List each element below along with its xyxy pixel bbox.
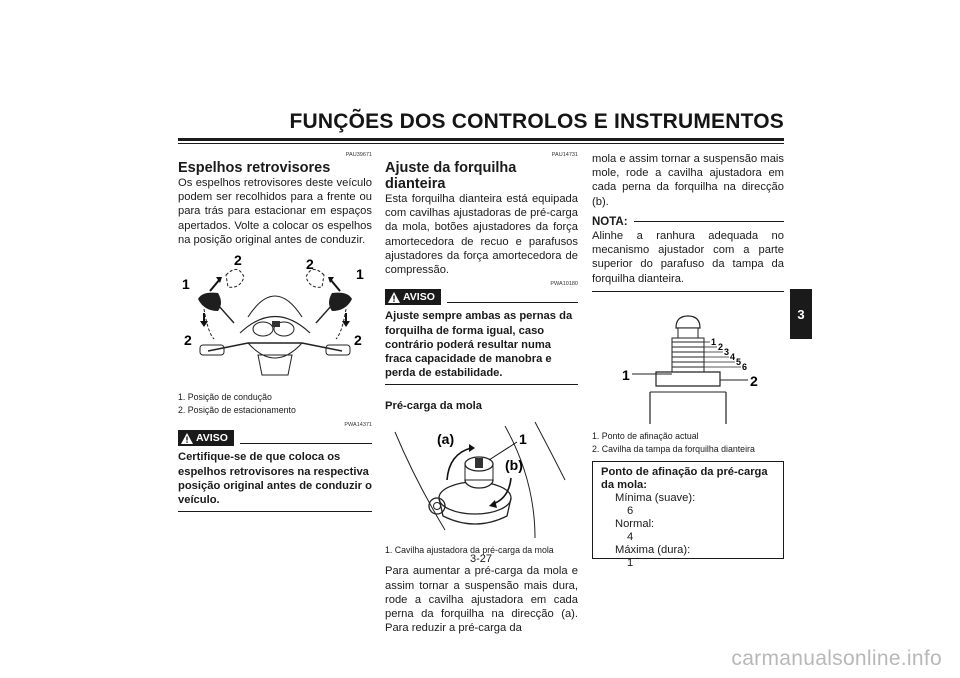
cap-callout-2: 2: [750, 372, 758, 389]
mirror-callout-1-left: 1: [182, 276, 190, 293]
warning-triangle-icon: [388, 292, 400, 303]
scale-mark-5: 5: [736, 356, 742, 367]
cap-caption-2: 2. Cavilha da tampa da forquilha dianteira: [592, 443, 755, 454]
warning-label: AVISO: [196, 432, 228, 445]
fork-cap-illustration: [592, 298, 784, 424]
warning-code: PWA10180: [550, 281, 578, 288]
preload-callout-b: (b): [505, 456, 523, 473]
right-column: [592, 152, 784, 570]
warning-header: [178, 430, 372, 446]
page-number: 3-27: [469, 553, 493, 565]
preload-body-continued: mola e assim tornar a suspensão mais mole, rode a cavilha ajustadora em cada perna da forquilha na direcção (b).: [592, 153, 784, 208]
scale-mark-3: 3: [724, 346, 730, 357]
spec-box: [592, 461, 784, 570]
note-end-rule: [592, 291, 784, 292]
preload-callout-a: (a): [437, 430, 455, 447]
section-code: PAU39671: [345, 152, 372, 158]
warning-badge: [178, 430, 234, 446]
preload-callout-1: 1: [519, 430, 527, 447]
warning-text: Certifique-se de que coloca os espelhos retrovisores na respectiva posição original antes de conduzir o veículo.: [178, 450, 372, 512]
spec-value-min: 6: [627, 505, 634, 518]
warning-triangle-icon: [181, 433, 193, 444]
mirrors-illustration: [178, 255, 372, 385]
figure-caption-1: 1. Posição de condução: [178, 392, 272, 403]
fork-body: Esta forquilha dianteira está equipada com cavilhas ajustadoras de pré-carga da mola, botões ajustadores da força amortecedora de recuo e parafusos ajustadores da força amortecedora de compressão.: [385, 193, 578, 277]
warning-code: PWA14371: [344, 422, 372, 429]
spec-label-max: Máxima (dura):: [615, 544, 691, 557]
subheading-preload: Pré-carga da mola: [385, 400, 483, 413]
cap-caption-1: 1. Ponto de afinação actual: [592, 431, 699, 442]
note-text: Alinhe a ranhura adequada no mecanismo ajustador com a parte superior do parafuso da tampa da forquilha dianteira.: [592, 230, 784, 285]
scale-mark-1: 1: [711, 336, 717, 347]
page-title: FUNÇÕES DOS CONTROLOS E INSTRUMENTOS: [289, 110, 784, 133]
preload-illustration: [385, 420, 578, 538]
spec-label-normal: Normal:: [615, 518, 655, 531]
mirror-callout-2-top-left: 2: [234, 255, 242, 269]
watermark[interactable]: carmanualsonline.info: [731, 647, 942, 670]
warning-text: Ajuste sempre ambas as pernas da forquilha de forma igual, caso contrário poderá resultar numa fraca capacidade de manobra e perda de estabilidade.: [385, 309, 578, 385]
left-column: [178, 150, 372, 512]
mirror-callout-2-top-right: 2: [306, 256, 314, 273]
section-code: PAU14731: [551, 152, 578, 158]
section-title-fork: Ajuste da forquilha dianteira: [385, 160, 517, 192]
spec-title: Ponto de afinação da pré-carga da mola:: [601, 466, 768, 492]
note-header: [592, 215, 784, 229]
header-rule: [178, 138, 784, 141]
cap-callout-1: 1: [622, 366, 630, 383]
mirror-callout-2-bottom-left: 2: [184, 332, 192, 349]
spec-label-min: Mínima (suave):: [615, 492, 696, 505]
fork-cap-figure: [592, 298, 784, 428]
section-title-mirrors: Espelhos retrovisores: [178, 160, 331, 176]
figure-caption-2: 2. Posição de estacionamento: [178, 404, 296, 415]
mirror-callout-2-bottom-right: 2: [354, 332, 362, 349]
mirror-callout-1-right: 1: [356, 266, 364, 283]
preload-caption: 1. Cavilha ajustadora da pré-carga da mola: [385, 544, 554, 555]
header-rule-thin: [178, 143, 784, 144]
preload-figure: [385, 420, 578, 542]
mirrors-body: Os espelhos retrovisores deste veículo podem ser recolhidos para a frente ou para trás para estacionar em espaços apertados. Volte a colocar os espelhos na posição original antes de conduzir.: [178, 177, 372, 246]
scale-mark-2: 2: [718, 341, 724, 352]
mirrors-figure: [178, 255, 372, 389]
note-label: NOTA:: [592, 215, 628, 228]
warning-header: [385, 289, 578, 305]
chapter-tab: 3: [790, 289, 812, 339]
warning-badge: [385, 289, 441, 305]
scale-mark-6: 6: [742, 361, 748, 372]
spec-value-max: 1: [627, 557, 634, 570]
preload-body: Para aumentar a pré-carga da mola e assim tornar a suspensão mais dura, rode a cavilha ajustadora em cada perna da forquilha na direcção (a). Para reduzir a pré-carga da: [385, 565, 578, 635]
warning-label: AVISO: [403, 291, 435, 304]
scale-mark-4: 4: [730, 351, 736, 362]
spec-value-normal: 4: [627, 531, 634, 544]
